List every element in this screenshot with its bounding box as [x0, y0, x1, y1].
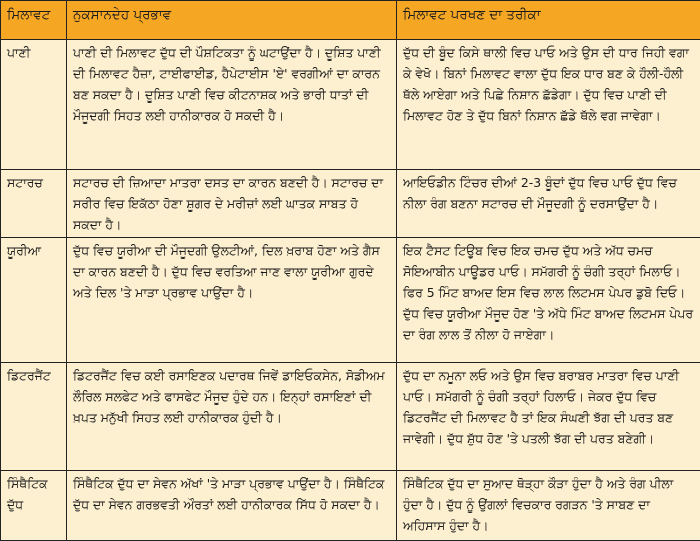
adulterant-cell: ਸਿੰਥੈਟਿਕ ਦੁੱਧ: [1, 471, 67, 541]
adulterant-cell: ਪਾਣੀ: [1, 40, 67, 170]
harmful-effect-cell: ਦੁੱਧ ਵਿਚ ਯੂਰੀਆ ਦੀ ਮੌਜੂਦਗੀ ਉਲਟੀਆਂ, ਦਿਲ ਖ਼ਰਾਬ ਹੋਣਾ ਅਤੇ ਗੈਸ ਦਾ ਕਾਰਨ ਬਣਦੀ ਹੈ। ਦੁੱਧ ਵਿਚ ਵਰਤਿਆ ਜਾਣ ਵਾਲਾ ਯੂਰੀਆ ਗੁਰਦੇ ਅਤੇ ਦਿਲ 'ਤੇ ਮਾੜਾ ਪ੍ਰਭਾਵ ਪਾਉਂਦਾ ਹੈ।: [67, 238, 397, 363]
harmful-effect-cell: ਪਾਣੀ ਦੀ ਮਿਲਾਵਟ ਦੁੱਧ ਦੀ ਪੌਸ਼ਟਿਕਤਾ ਨੂੰ ਘਟਾਉਂਦਾ ਹੈ। ਦੂਸ਼ਿਤ ਪਾਣੀ ਦੀ ਮਿਲਾਵਟ ਹੈਜ਼ਾ, ਟਾਈਫਾਈਡ, ਹੈਪੇਟਾਈਸ 'ਏ' ਵਰਗੀਆਂ ਦਾ ਕਾਰਨ ਬਣ ਸਕਦਾ ਹੈ। ਦੂਸ਼ਿਤ ਪਾਣੀ ਵਿਚ ਕੀਟਨਾਸ਼ਕ ਅਤੇ ਭਾਰੀ ਧਾਤਾਂ ਦੀ ਮੌਜੂਦਗੀ ਸਿਹਤ ਲਈ ਹਾਨੀਕਾਰਕ ਹੋ ਸਕਦੀ ਹੈ।: [67, 40, 397, 170]
table-row: [1, 238, 700, 363]
header-adulterant: ਮਿਲਾਵਟ: [1, 1, 67, 40]
adulterant-cell: ਯੂਰੀਆ: [1, 238, 67, 363]
harmful-effect-cell: ਸਿੰਥੈਟਿਕ ਦੁੱਧ ਦਾ ਸੇਵਨ ਅੱਖਾਂ 'ਤੇ ਮਾੜਾ ਪ੍ਰਭਾਵ ਪਾਉਂਦਾ ਹੈ। ਸਿੰਥੈਟਿਕ ਦੁੱਧ ਦਾ ਸੇਵਨ ਗਰਭਵਤੀ ਔਰਤਾਂ ਲਈ ਹਾਨੀਕਾਰਕ ਸਿੱਧ ਹੋ ਸਕਦਾ ਹੈ।: [67, 471, 397, 541]
adulterant-cell: ਡਿਟਰਜੈਂਟ: [1, 363, 67, 471]
table-row: [1, 40, 700, 170]
test-method-cell: ਦੁੱਧ ਦਾ ਨਮੂਨਾ ਲਓ ਅਤੇ ਉਸ ਵਿਚ ਬਰਾਬਰ ਮਾਤਰਾ ਵਿਚ ਪਾਣੀ ਪਾਓ। ਸਮੱਗਰੀ ਨੂੰ ਚੰਗੀ ਤਰ੍ਹਾਂ ਹਿਲਾਓ। ਜੇਕਰ ਦੁੱਧ ਵਿਚ ਡਿਟਰਜੈਂਟ ਦੀ ਮਿਲਾਵਟ ਹੈ ਤਾਂ ਇਕ ਸੰਘਣੀ ਝੱਗ ਦੀ ਪਰਤ ਬਣ ਜਾਵੇਗੀ। ਦੁੱਧ ਸ਼ੁੱਧ ਹੋਣ 'ਤੇ ਪਤਲੀ ਝੱਗ ਦੀ ਪਰਤ ਬਣੇਗੀ।: [397, 363, 700, 471]
test-method-cell: ਸਿੰਥੈਟਿਕ ਦੁੱਧ ਦਾ ਸੁਆਦ ਥੋੜ੍ਹਾ ਕੌੜਾ ਹੁੰਦਾ ਹੈ ਅਤੇ ਰੰਗ ਪੀਲਾ ਹੁੰਦਾ ਹੈ। ਦੁੱਧ ਨੂੰ ਉਂਗਲਾਂ ਵਿਚਕਾਰ ਰਗੜਨ 'ਤੇ ਸਾਬਣ ਦਾ ਅਹਿਸਾਸ ਹੁੰਦਾ ਹੈ।: [397, 471, 700, 541]
table-row: [1, 471, 700, 541]
table-row: [1, 363, 700, 471]
harmful-effect-cell: ਡਿਟਰਜੈਂਟ ਵਿਚ ਕਈ ਰਸਾਇਣਕ ਪਦਾਰਥ ਜਿਵੇਂ ਡਾਇਓਕਸੇਨ, ਸੋਡੀਅਮ ਲੌਰਿਲ ਸਲਫੇਟ ਅਤੇ ਫਾਸਫੇਟ ਮੌਜੂਦ ਹੁੰਦੇ ਹਨ। ਇਨ੍ਹਾਂ ਰਸਾਇਣਾਂ ਦੀ ਖ਼ਪਤ ਮਨੁੱਖੀ ਸਿਹਤ ਲਈ ਹਾਨੀਕਾਰਕ ਹੁੰਦੀ ਹੈ।: [67, 363, 397, 471]
test-method-cell: ਇਕ ਟੈਸਟ ਟਿਊਬ ਵਿਚ ਇਕ ਚਮਚ ਦੁੱਧ ਅਤੇ ਅੱਧ ਚਮਚ ਸੋਇਆਬੀਨ ਪਾਊਡਰ ਪਾਓ। ਸਮੱਗਰੀ ਨੂੰ ਚੰਗੀ ਤਰ੍ਹਾਂ ਮਿਲਾਓ। ਫਿਰ 5 ਮਿੰਟ ਬਾਅਦ ਇਸ ਵਿਚ ਲਾਲ ਲਿਟਮਸ ਪੇਪਰ ਡੁਬੋ ਦਿਓ। ਦੁੱਧ ਵਿਚ ਯੂਰੀਆ ਮੌਜੂਦ ਹੋਣ 'ਤੇ ਅੱਧੇ ਮਿੰਟ ਬਾਅਦ ਲਿਟਮਸ ਪੇਪਰ ਦਾ ਰੰਗ ਲਾਲ ਤੋਂ ਨੀਲਾ ਹੋ ਜਾਏਗਾ।: [397, 238, 700, 363]
test-method-cell: ਦੁੱਧ ਦੀ ਬੂੰਦ ਕਿਸੇ ਥਾਲੀ ਵਿਚ ਪਾਓ ਅਤੇ ਉਸ ਦੀ ਧਾਰ ਜਿਹੀ ਵਗਾ ਕੇ ਵੇਖੋ। ਬਿਨਾਂ ਮਿਲਾਵਟ ਵਾਲਾ ਦੁੱਧ ਇਕ ਧਾਰ ਬਣ ਕੇ ਹੌਲੀ-ਹੌਲੀ ਥੱਲੇ ਆਏਗਾ ਅਤੇ ਪਿਛੇ ਨਿਸ਼ਾਨ ਛੱਡੇਗਾ। ਦੁੱਧ ਵਿਚ ਪਾਣੀ ਦੀ ਮਿਲਾਵਟ ਹੋਣ ਤੇ ਦੁੱਧ ਬਿਨਾਂ ਨਿਸ਼ਾਨ ਛੱਡੇ ਥੱਲੇ ਵਗ ਜਾਵੇਗਾ।: [397, 40, 700, 170]
header-harmful-effect: ਨੁਕਸਾਨਦੇਹ ਪ੍ਰਭਾਵ: [67, 1, 397, 40]
table-row: [1, 170, 700, 238]
header-test-method: ਮਿਲਾਵਟ ਪਰਖਣ ਦਾ ਤਰੀਕਾ: [397, 1, 700, 40]
adulterant-cell: ਸਟਾਰਚ: [1, 170, 67, 238]
test-method-cell: ਆਇਓਡੀਨ ਟਿੰਚਰ ਦੀਆਂ 2-3 ਬੂੰਦਾਂ ਦੁੱਧ ਵਿਚ ਪਾਓ ਦੁੱਧ ਵਿਚ ਨੀਲਾ ਰੰਗ ਬਣਨਾ ਸਟਾਰਚ ਦੀ ਮੌਜੂਦਗੀ ਨੂੰ ਦਰਸਾਉਂਦਾ ਹੈ।: [397, 170, 700, 238]
harmful-effect-cell: ਸਟਾਰਚ ਦੀ ਜ਼ਿਆਦਾ ਮਾਤਰਾ ਦਸਤ ਦਾ ਕਾਰਨ ਬਣਦੀ ਹੈ। ਸਟਾਰਚ ਦਾ ਸਰੀਰ ਵਿਚ ਇਕੱਠਾ ਹੋਣਾ ਸ਼ੂਗਰ ਦੇ ਮਰੀਜ਼ਾਂ ਲਈ ਘਾਤਕ ਸਾਬਤ ਹੋ ਸਕਦਾ ਹੈ।: [67, 170, 397, 238]
header-row: [1, 1, 700, 40]
